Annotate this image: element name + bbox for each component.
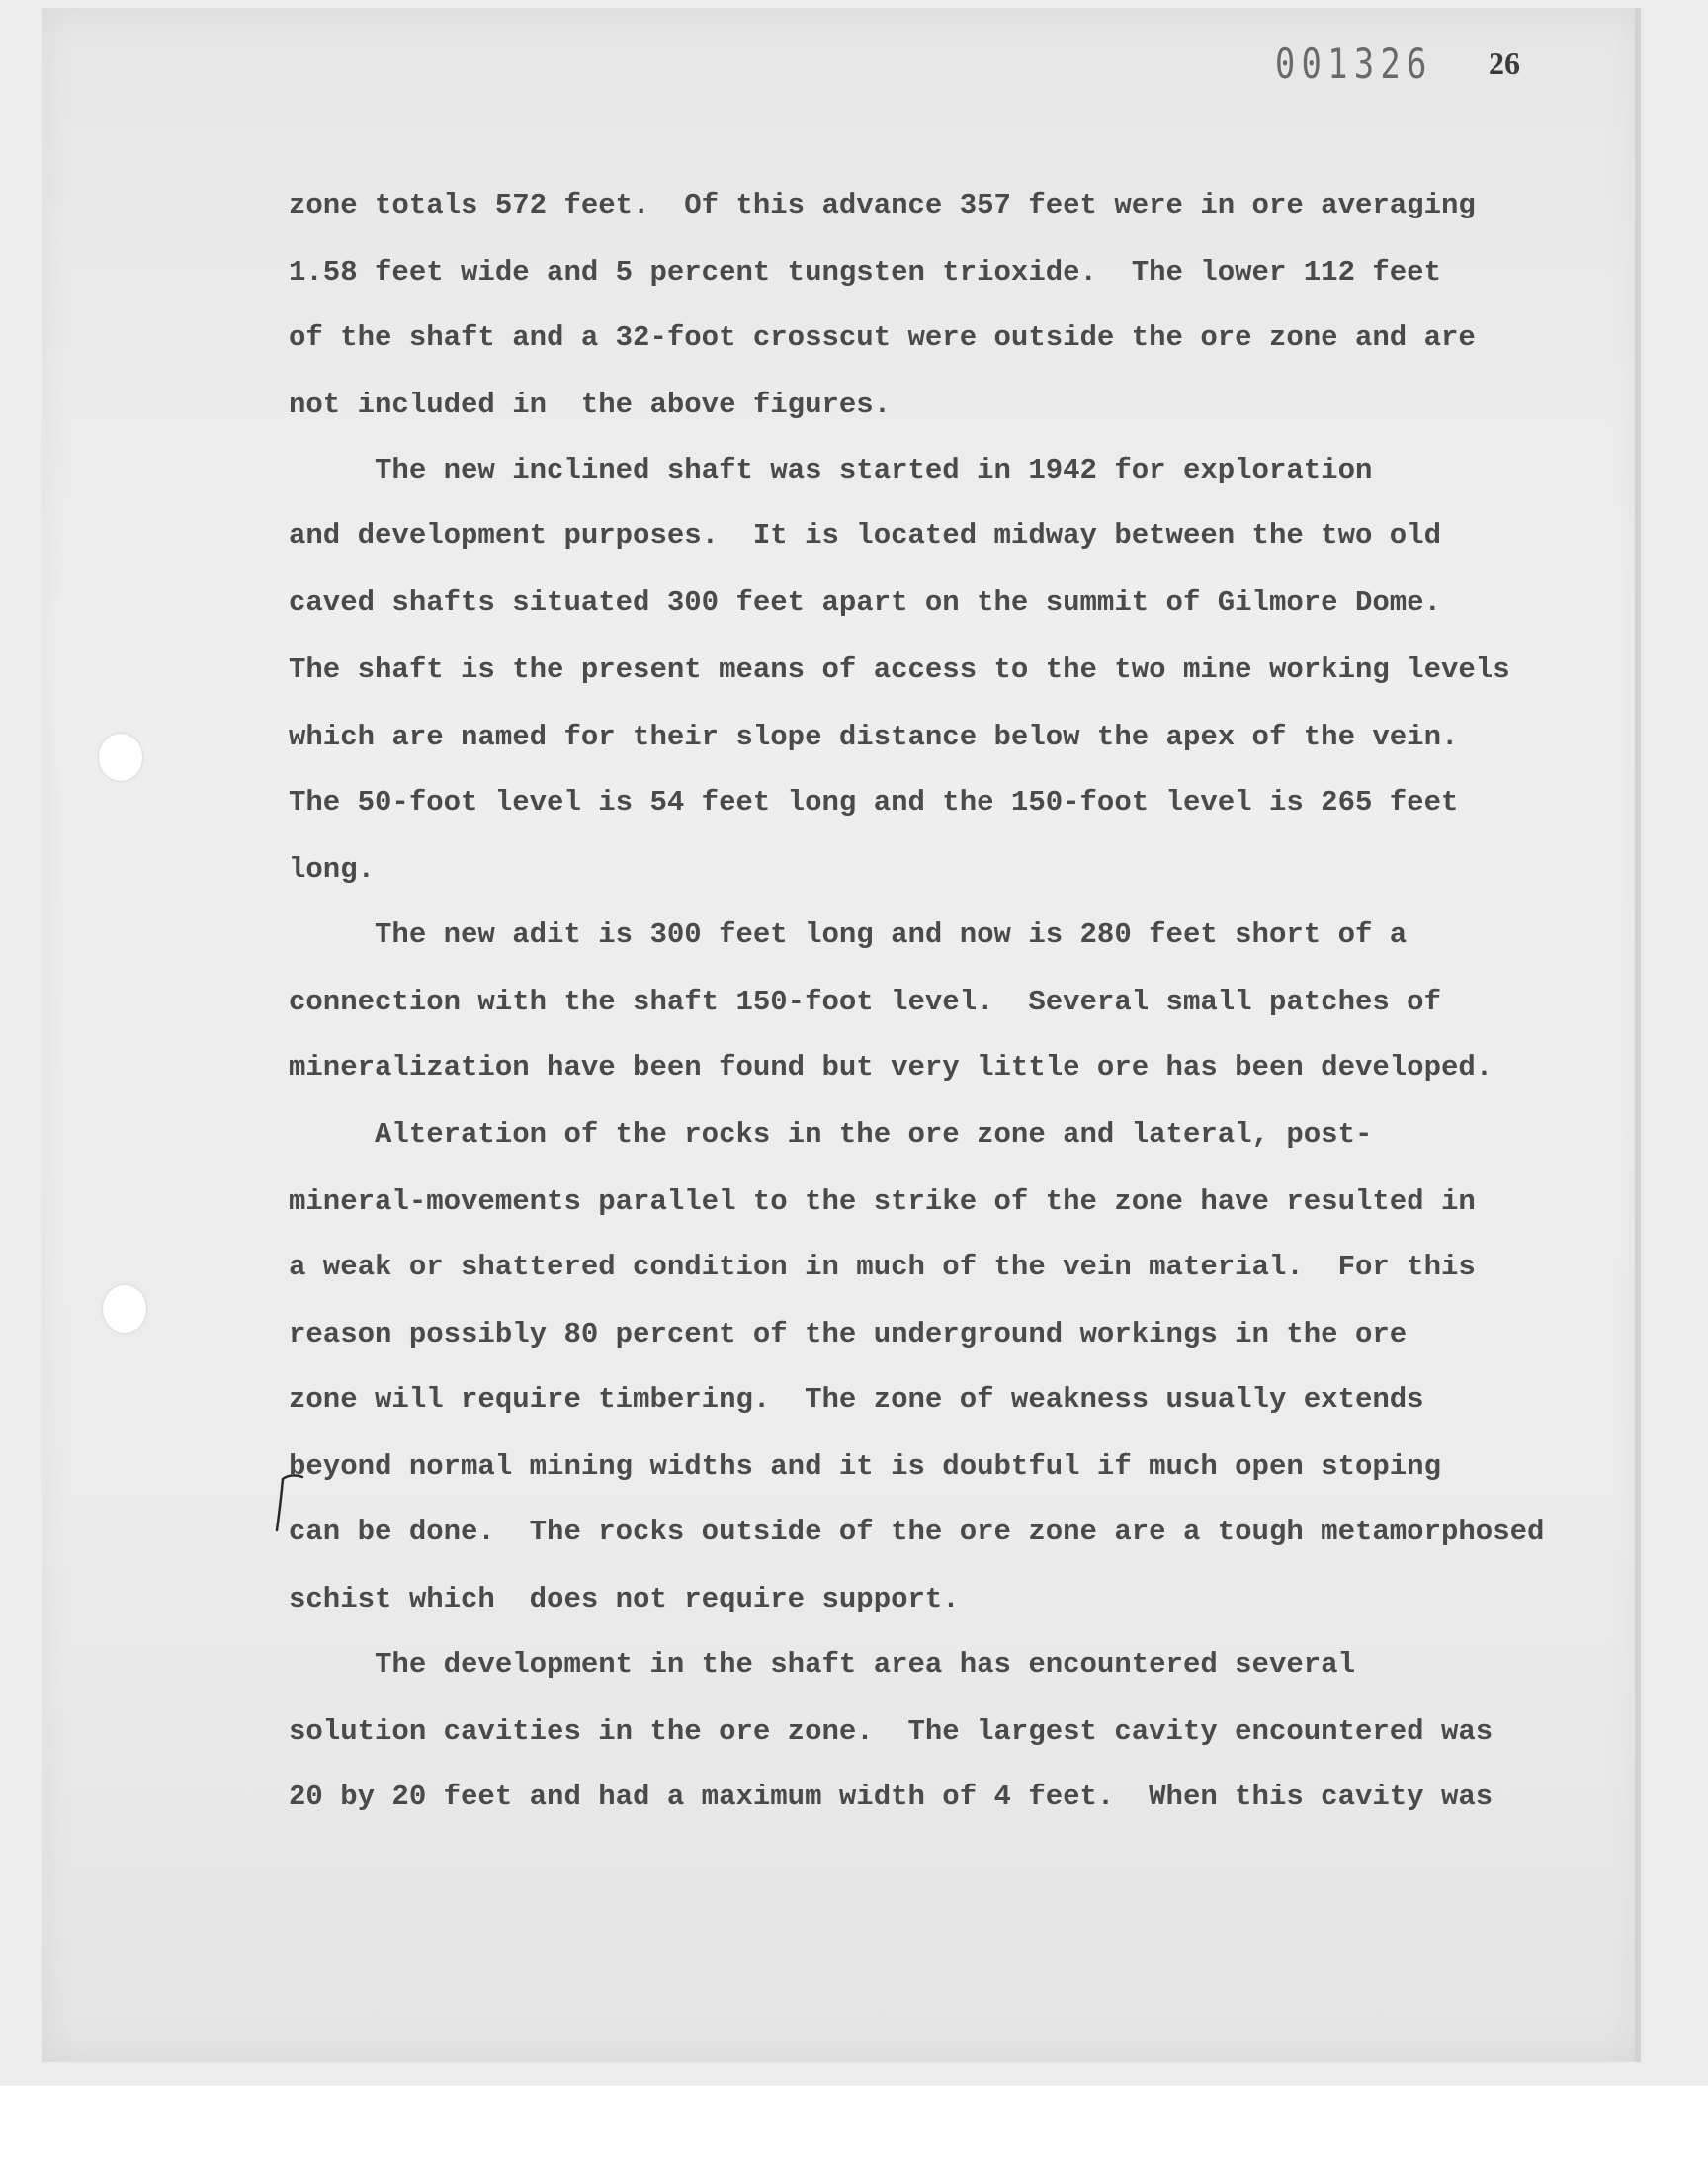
text-line: solution cavities in the ore zone. The largest cavity encountered was	[289, 1715, 1494, 1748]
text-line: of the shaft and a 32-foot crosscut were outside the ore zone and are	[289, 321, 1476, 354]
page-edge	[1635, 8, 1641, 2062]
document-page	[42, 8, 1641, 2062]
punch-hole	[99, 734, 142, 781]
text-line: connection with the shaft 150-foot level. Several small patches of	[289, 986, 1441, 1018]
text-line: Alteration of the rocks in the ore zone and lateral, post-	[289, 1118, 1373, 1151]
text-line: The development in the shaft area has encountered several	[289, 1648, 1355, 1681]
text-line: 1.58 feet wide and 5 percent tungsten trioxide. The lower 112 feet	[289, 256, 1441, 289]
text-line: and development purposes. It is located midway between the two old	[289, 519, 1441, 552]
text-line: mineral-movements parallel to the strike of the zone have resulted in	[289, 1185, 1476, 1218]
text-line: The shaft is the present means of access to the two mine working levels	[289, 653, 1510, 686]
page-number: 26	[1489, 45, 1520, 81]
text-line: not included in the above figures.	[289, 389, 892, 421]
text-line: a weak or shattered condition in much of the vein material. For this	[289, 1251, 1476, 1283]
text-line: schist which does not require support.	[289, 1583, 960, 1615]
text-line: reason possibly 80 percent of the underground workings in the ore	[289, 1318, 1408, 1350]
text-line: The new adit is 300 feet long and now is 280 feet short of a	[289, 918, 1408, 951]
text-line: mineralization have been found but very little ore has been developed.	[289, 1051, 1494, 1084]
punch-hole	[103, 1285, 146, 1333]
text-line: zone totals 572 feet. Of this advance 357 feet were in ore averaging	[289, 189, 1476, 221]
text-line: long.	[289, 853, 376, 886]
text-line: can be done. The rocks outside of the ore zone are a tough metamorphosed	[289, 1516, 1545, 1548]
text-line: zone will require timbering. The zone of weakness usually extends	[289, 1383, 1424, 1416]
text-line: 20 by 20 feet and had a maximum width of 4 feet. When this cavity was	[289, 1781, 1494, 1813]
handwritten-margin-mark	[271, 1471, 304, 1534]
text-line: beyond normal mining widths and it is doubtful if much open stoping	[289, 1450, 1441, 1483]
text-line: The 50-foot level is 54 feet long and the 150-foot level is 265 feet	[289, 786, 1459, 819]
text-line: which are named for their slope distance below the apex of the vein.	[289, 721, 1459, 753]
text-line: The new inclined shaft was started in 1942 for exploration	[289, 454, 1373, 486]
text-line: caved shafts situated 300 feet apart on the summit of Gilmore Dome.	[289, 586, 1441, 619]
document-stamp-number: 001326	[1275, 40, 1433, 88]
